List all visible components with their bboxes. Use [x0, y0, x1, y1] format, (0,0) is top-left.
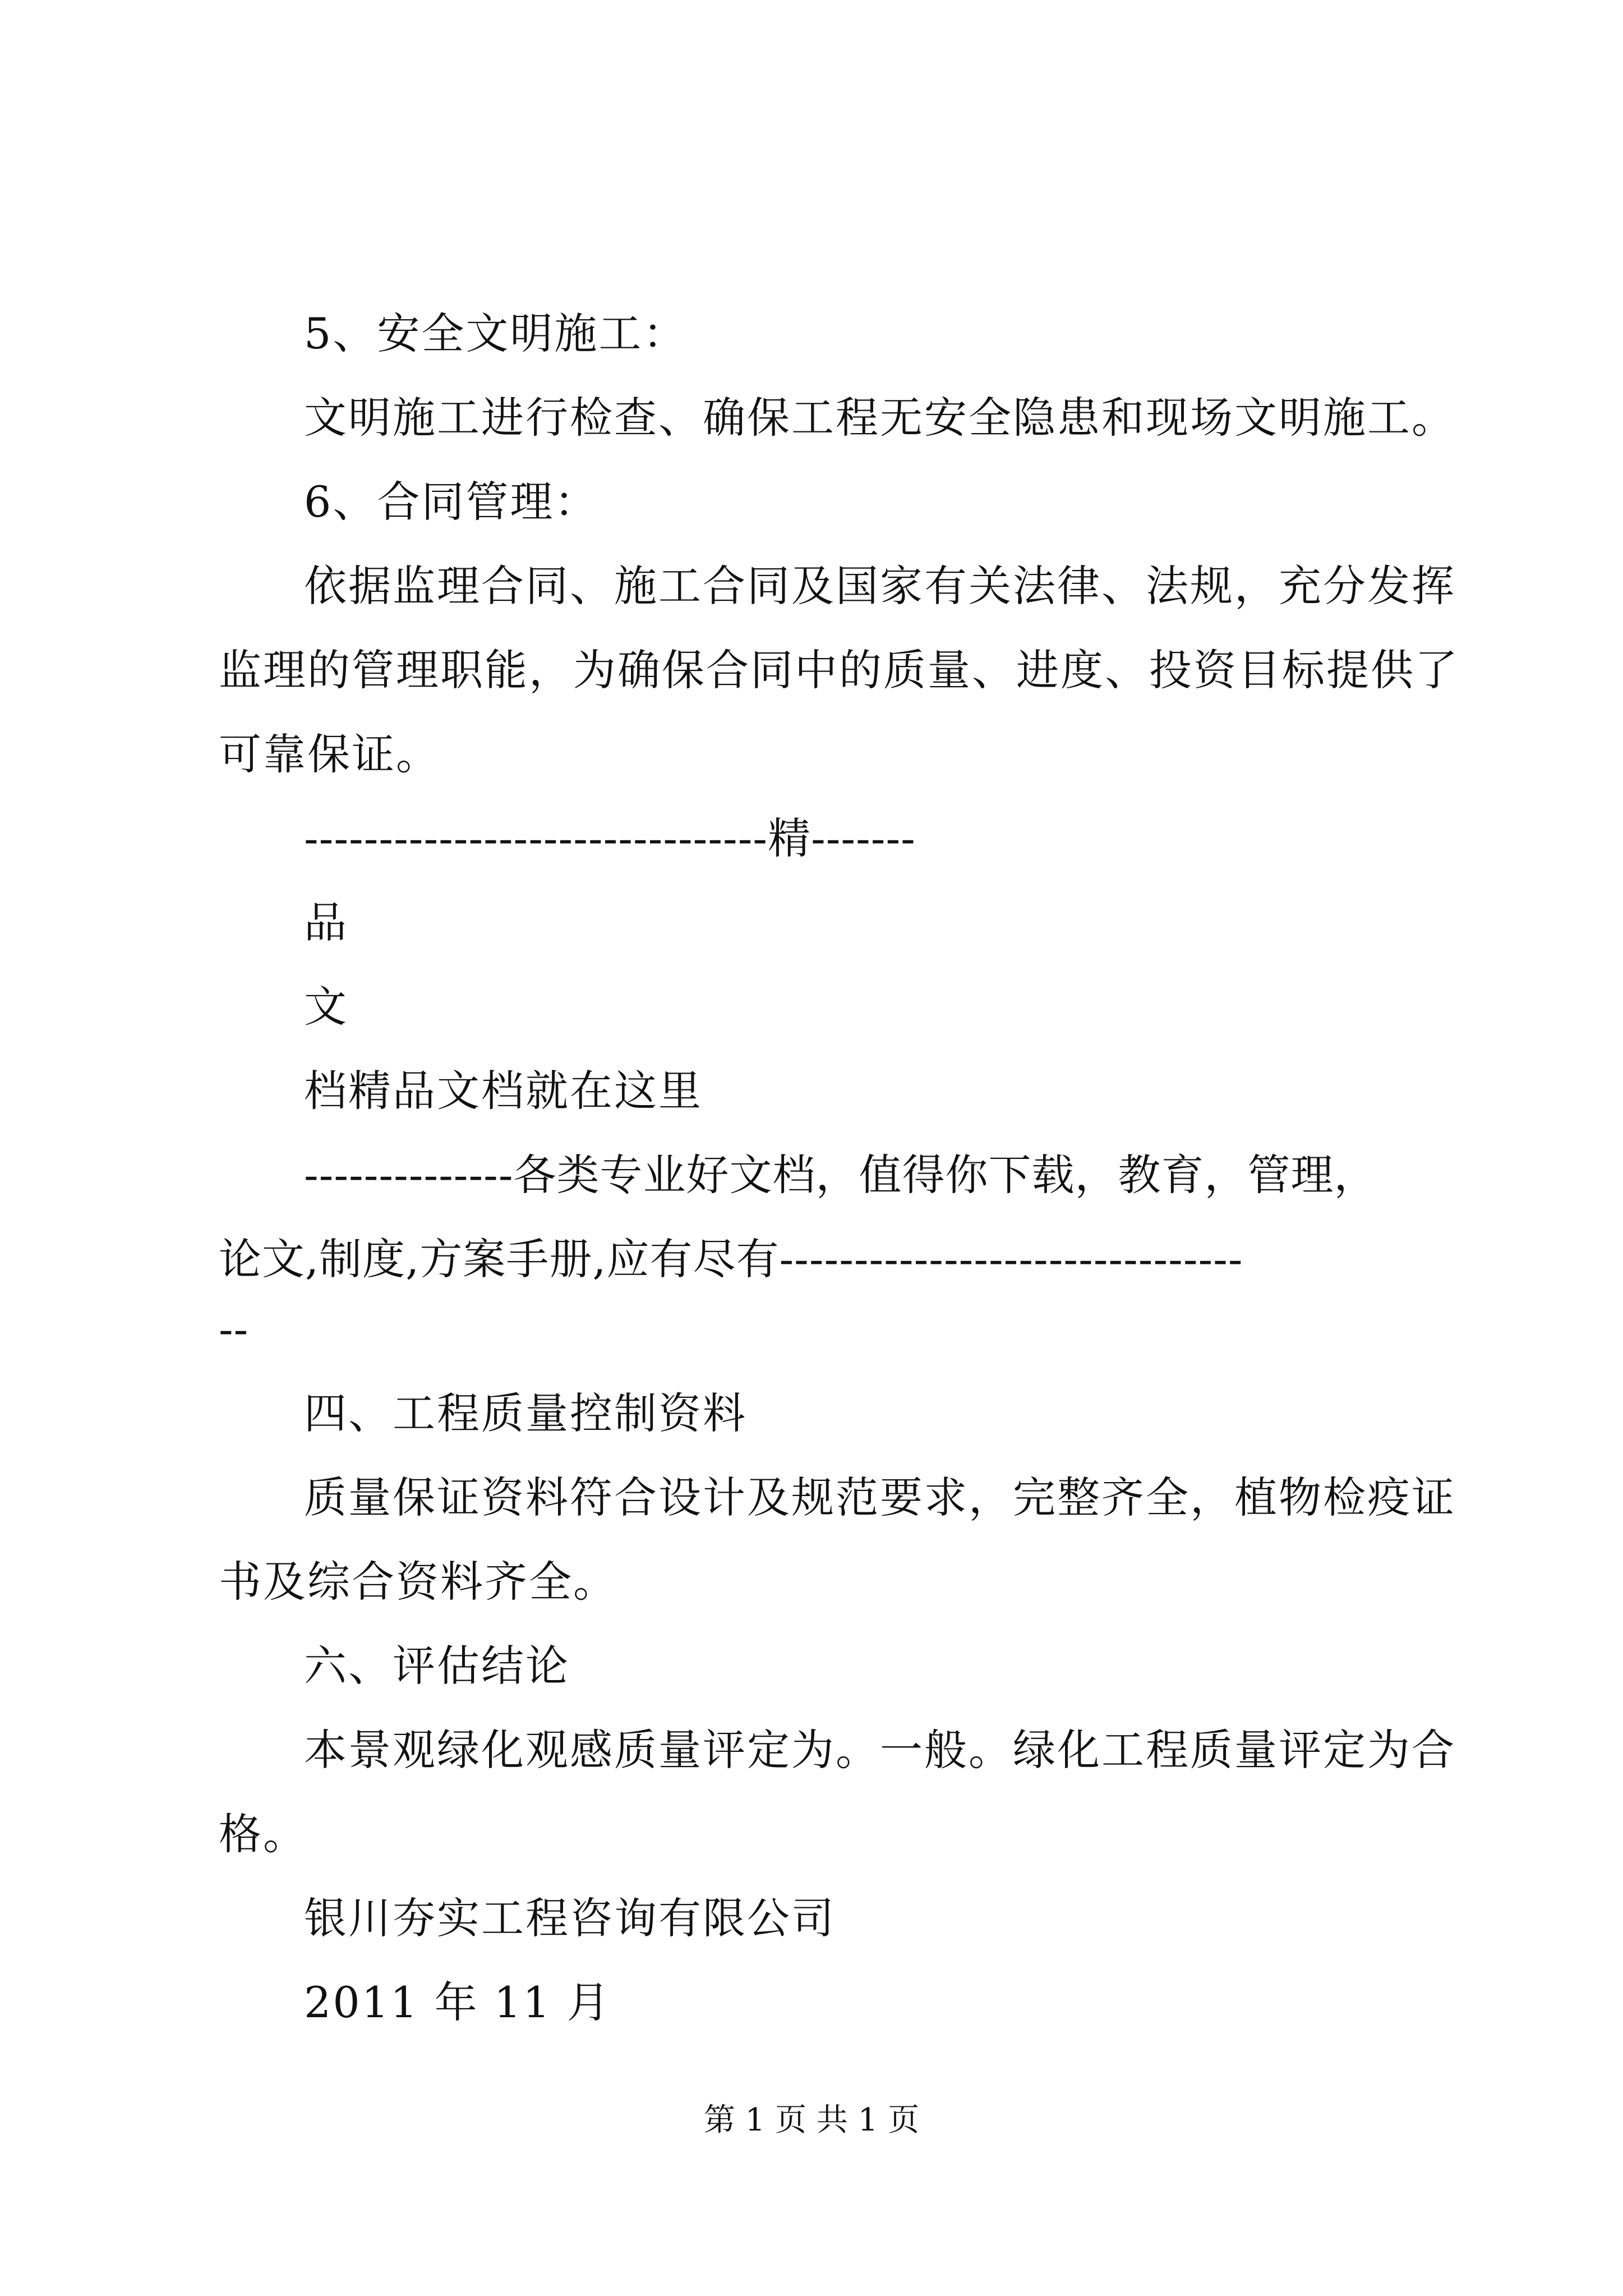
- paragraph-line: 格。: [219, 1809, 307, 1859]
- paragraph-line: 本景观绿化观感质量评定为。一般。绿化工程质量评定为合: [304, 1725, 1456, 1775]
- paragraph-line: 书及综合资料齐全。: [219, 1557, 617, 1607]
- document-date: 2011 年 11 月: [304, 1977, 611, 2027]
- heading-conclusion: 六、评估结论: [304, 1641, 570, 1691]
- paragraph-line: 可靠保证。: [219, 729, 440, 779]
- promo-line: --------------各类专业好文档，值得你下载，教育，管理，: [304, 1150, 1377, 1200]
- promo-line: 论文,制度,方案手册,应有尽有-------------------------------: [219, 1234, 1243, 1284]
- heading-quality-control: 四、工程质量控制资料: [304, 1388, 747, 1438]
- paragraph-line: 档精品文档就在这里: [304, 1066, 703, 1116]
- paragraph-line: 监理的管理职能，为确保合同中的质量、进度、投资目标提供了: [219, 645, 1459, 695]
- paragraph-line: 文: [304, 982, 348, 1032]
- paragraph-line: 质量保证资料符合设计及规范要求，完整齐全，植物检疫证: [304, 1473, 1456, 1522]
- page-footer: 第 1 页 共 1 页: [703, 2102, 920, 2138]
- heading-safety: 5、安全文明施工：: [304, 309, 688, 358]
- company-name: 银川夯实工程咨询有限公司: [304, 1893, 836, 1943]
- separator-line: --: [219, 1304, 249, 1354]
- paragraph-line: 品: [304, 898, 348, 947]
- paragraph-line: 文明施工进行检查、确保工程无安全隐患和现场文明施工。: [304, 393, 1456, 443]
- separator-line: -------------------------------精-------: [304, 813, 916, 863]
- heading-contract: 6、合同管理：: [304, 477, 599, 527]
- paragraph-line: 依据监理合同、施工合同及国家有关法律、法规，充分发挥: [304, 561, 1456, 611]
